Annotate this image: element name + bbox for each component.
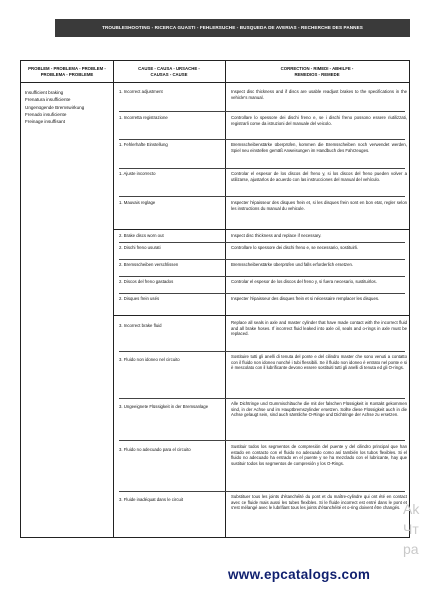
cause-text: 1. Ajuste incorrecto — [119, 171, 156, 176]
row-divider — [119, 276, 405, 277]
watermark-text — [403, 499, 421, 559]
row-divider — [119, 398, 405, 399]
column-divider — [225, 61, 226, 537]
row-divider — [119, 168, 405, 169]
cause-text: 2. Disques frein usés — [119, 296, 160, 301]
column-header-correction-line1: CORRECTION - RIMEDI - ABHILFE - — [280, 65, 354, 71]
correction-text: Inspect disc thickness and replace if necessary. — [231, 233, 322, 238]
row-divider — [119, 139, 405, 140]
column-header-correction — [225, 61, 409, 83]
column-divider — [113, 61, 114, 537]
correction-text: Controllare lo spessore dei dischi freno e, se necessario, sostituirli. — [231, 245, 359, 250]
group-divider — [113, 315, 409, 316]
problem-item: Freinage insuffisant — [25, 119, 66, 125]
cause-text: 2. Dischi freno usurati — [119, 245, 161, 250]
correction-text: Sustituir todos los segmentos de compresión del puente y del cilindro principal que han estado en contacto con el fluido no adecuado como así también los tubos flexibles. Si el fluido no adecuado ha entrado en el puente y se ha mezclado con el lubricante, hay que sustituir todos los segmentos de compresión y los O-Rings. — [231, 444, 407, 466]
correction-text: Inspect disc thickness and if discs are usable readjust brakes to the specifications in the vehicle's manual. — [231, 89, 407, 100]
correction-text: Bremsscheibenstärke überprüfen und falls erforderlich ersetzen. — [231, 262, 354, 267]
cause-text: 3. Incorrect brake fluid — [119, 323, 162, 328]
group-divider — [113, 229, 409, 230]
problem-item: Frenado insuficiente — [25, 111, 67, 117]
correction-text: Inspecter l'épaisseur des disques frein et, si les disques frein sont en bon etat, regler selon les instructions du manual du vehicule. — [231, 200, 407, 211]
footer-website-link[interactable]: www.epcatalogs.com — [228, 567, 371, 582]
cause-text: 2. Brake discs worn out — [119, 233, 164, 238]
row-divider — [119, 111, 405, 112]
correction-text: Inspecter l'épaisseur des disques frein et si nécessaire remplacer les disques. — [231, 296, 380, 301]
row-divider — [119, 351, 405, 352]
cause-text: 1. Incorrect adjustment — [119, 89, 163, 94]
cause-text: 2. Discos del freno gastados — [119, 279, 174, 284]
column-header-cause — [113, 61, 225, 83]
correction-text: Controlar el espesor de los discos del freno y, si los discos del freno pueden volver a utilizarse, ajustarlos de acuerdo con las instrucciones del manual del vehículo. — [231, 171, 407, 182]
cause-text: 1. Mauvais reglage — [119, 200, 156, 205]
column-header-cause-line2: CAUSAS - CAUSE — [150, 71, 188, 77]
problem-item: Insufficient braking — [25, 90, 64, 95]
column-header-problem-line1: PROBLEM - PROBLEMA - PROBLEM - — [28, 65, 106, 71]
troubleshooting-table — [20, 60, 410, 538]
cause-text: 3. Fluide inadéquat dans le circuit — [119, 497, 184, 502]
row-divider — [119, 196, 405, 197]
page-header-title: TROUBLESHOOTING - RICERCA GUASTI - FEHLERSUCHE - BUSQUEDA DE AVERIAS - RECHERCHE DES PANNES — [55, 19, 410, 37]
correction-text: Controlar el espesor de los discos del freno y, si fuera necesario, sustituirlos. — [231, 279, 377, 284]
cause-text: 3. Fluido no adecuado para el circuito — [119, 447, 191, 452]
row-divider — [119, 242, 405, 243]
row-divider — [119, 440, 405, 441]
problem-item: Frenatura insufficiente — [25, 97, 71, 103]
row-divider — [119, 259, 405, 260]
column-header-correction-line2: REMEDIOS - REMEDE — [294, 71, 340, 77]
watermark-line: ра — [403, 541, 419, 557]
row-divider — [119, 491, 405, 492]
problem-list — [25, 89, 113, 125]
column-header-problem — [21, 61, 113, 83]
cause-text: 3. Fluido non idoneo nel circuito — [119, 357, 180, 362]
problem-item: Ungenügende Bremswirkung — [25, 104, 85, 110]
watermark-line: Чт — [403, 521, 419, 537]
column-header-problem-line2: PROBLEMA - PROBLEME — [40, 71, 94, 77]
correction-text: Replace all seals in axle and master cylinder that have made contact with the incorrect fluid and all brake hoses. If incorrect fluid leaked into axle oil, seals and o-rings in axle must be replaced. — [231, 320, 407, 336]
cause-text: 3. Ungeeignete Flüssigkeit in der Bremsanlage — [119, 404, 209, 409]
row-divider — [119, 293, 405, 294]
correction-text: Sostituire tutti gli anelli di tenuta del ponte e del cilindro master che sono venuti a contatto con il fluido non idoneo nonché i tubi flessibili. Se il fluido non idoneo è entrato nel ponte e si è mescolato con il lubrificante devono essere sostituiti tutti gli anelli di tenuta ed gli O-rings. — [231, 354, 407, 370]
watermark-line: Ak — [403, 501, 420, 517]
column-header-cause-line1: CAUSE - CAUSA - URSACHE - — [138, 65, 200, 71]
correction-text: Controllare lo spessore dei dischi freno e, se i dischi freno possono essere riutilizzati, registrarli come da istruzioni del manuale del veicolo. — [231, 115, 407, 126]
correction-text: Alle Dichtringe und Gummischläuche die mit der falschen Flüssigkeit in Kontakt gekommen sind, in der Achse und im Hauptbremszylinder ersetzen. Sollte diese Flüssigkeit auch in die Achse gelaugt sein, sind auch sämtliche O-Ringe und Dichtringe der Achse zu ersetzen. — [231, 401, 407, 417]
cause-text: 1. Incorretta registrazione — [119, 115, 168, 120]
correction-text: Bremsscheibenstärke überprüfen, kommen die Bremsscheiben noch verwendet werden, Spiel neu einstellen gemäß Anweisungen im Handbuch des Fahrzeuges. — [231, 142, 407, 153]
cause-text: 2. Bremsscheiben verschlissen — [119, 262, 179, 267]
correction-text: Substituer tous les joints d'étanchéité du pont et du maître-cylindre qui ont été en contact avec ce fluide mais aussi les tubes flexibles. Si le fluide incorrect est entré dans le pont et s'est mélangé avec le lubrifiant tous les joints d'étanchéité et o-ring doivent être changés. — [231, 494, 407, 510]
cause-text: 1. Fehlerhafte Einstellung — [119, 142, 168, 147]
